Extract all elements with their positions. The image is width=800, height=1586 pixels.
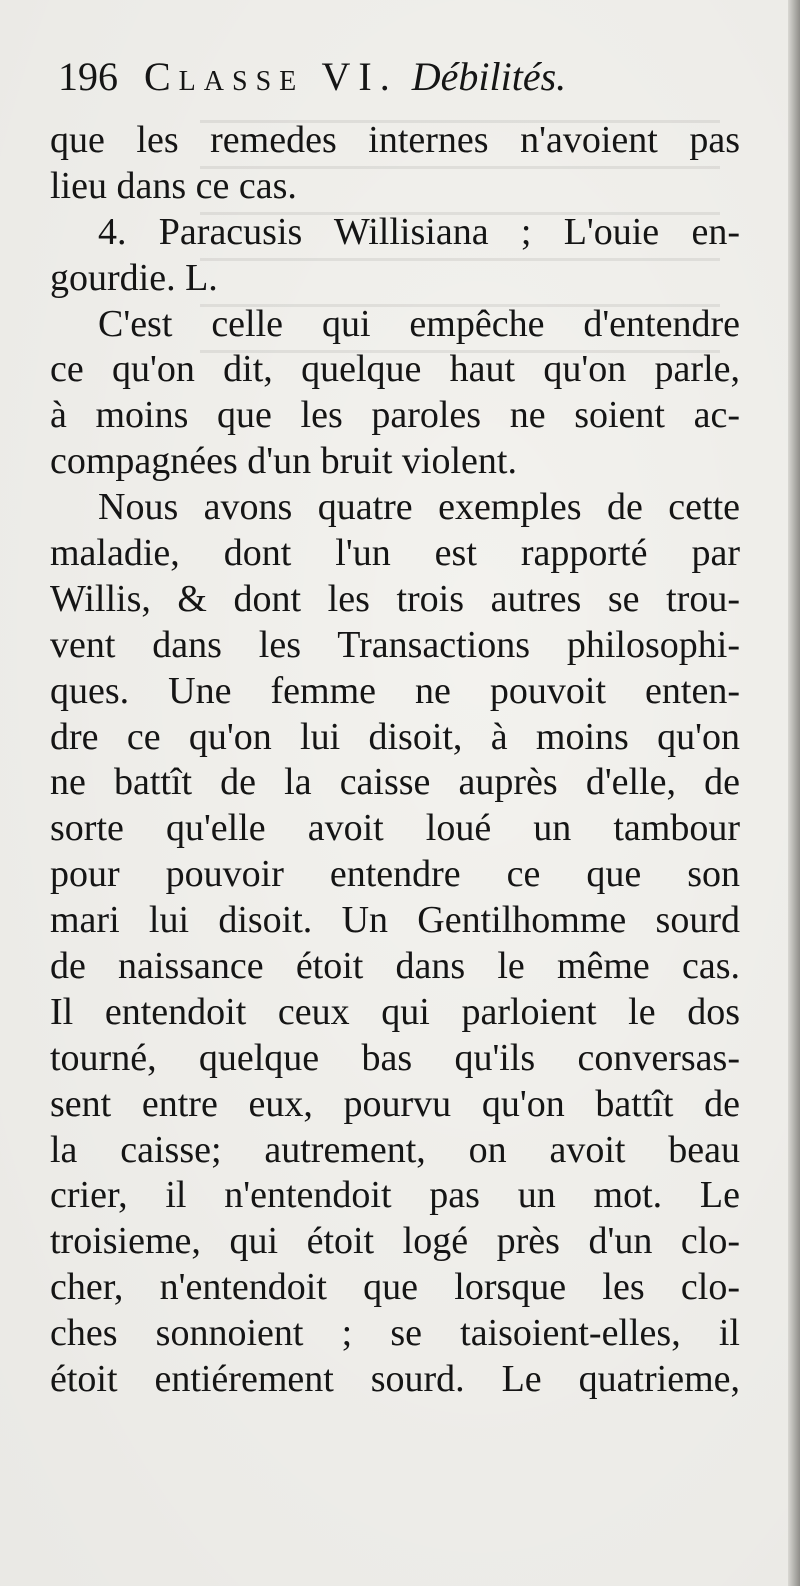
text-line: ne battît de la caisse auprès d'elle, de: [50, 761, 740, 804]
text-line: ches sonnoient ; se taisoient-elles, il: [50, 1312, 740, 1355]
text-line: C'est celle qui empêche d'entendre: [98, 302, 740, 345]
text-line: maladie, dont l'un est rapporté par: [50, 532, 740, 575]
text-line: Nous avons quatre exemples de cette: [98, 486, 740, 529]
text-line: à moins que les paroles ne soient ac-: [50, 394, 740, 437]
text-line: sorte qu'elle avoit loué un tambour: [50, 807, 740, 850]
text-line: cher, n'entendoit que lorsque les clo-: [50, 1266, 740, 1309]
section-title: Débilités.: [411, 54, 567, 99]
species-number: 4. Paracusis Willisiana ; L'ouie en-: [98, 210, 740, 253]
text-line: vent dans les Transactions philosophi-: [50, 623, 740, 666]
text-line: que les remedes internes n'avoient pas: [50, 119, 740, 161]
text-line: crier, il n'entendoit pas un mot. Le: [50, 1174, 740, 1217]
page-number: 196: [58, 54, 118, 99]
text-line: troisieme, qui étoit logé près d'un clo-: [50, 1220, 740, 1263]
text-line: la caisse; autrement, on avoit beau: [50, 1128, 740, 1171]
class-title: Classe VI.: [144, 54, 398, 99]
page-edge-shadow: [788, 0, 800, 1586]
text-line: étoit entiérement sourd. Le quatrieme,: [50, 1358, 740, 1401]
text-line: Il entendoit ceux qui parloient le dos: [50, 990, 740, 1033]
running-header: [58, 52, 748, 102]
text-line: dre ce qu'on lui disoit, à moins qu'on: [50, 715, 740, 758]
text-line: pour pouvoir entendre ce que son: [50, 853, 740, 896]
text-line: ques. Une femme ne pouvoit enten-: [50, 669, 740, 712]
text-line: sent entre eux, pourvu qu'on battît de: [50, 1082, 740, 1125]
text-line: compagnées d'un bruit violent.: [50, 440, 517, 483]
text-line: de naissance étoit dans le même cas.: [50, 945, 740, 988]
text-line: ce qu'on dit, quelque haut qu'on parle,: [50, 348, 740, 391]
text-line: lieu dans ce cas.: [50, 164, 297, 207]
text-line: tourné, quelque bas qu'ils conversas-: [50, 1036, 740, 1079]
text-line: gourdie. L.: [50, 256, 218, 299]
body-text: [50, 118, 740, 1403]
text-line: Willis, & dont les trois autres se trou-: [50, 577, 740, 620]
text-line-species-heading: [50, 210, 740, 256]
text-line: mari lui disoit. Un Gentilhomme sourd: [50, 899, 740, 942]
